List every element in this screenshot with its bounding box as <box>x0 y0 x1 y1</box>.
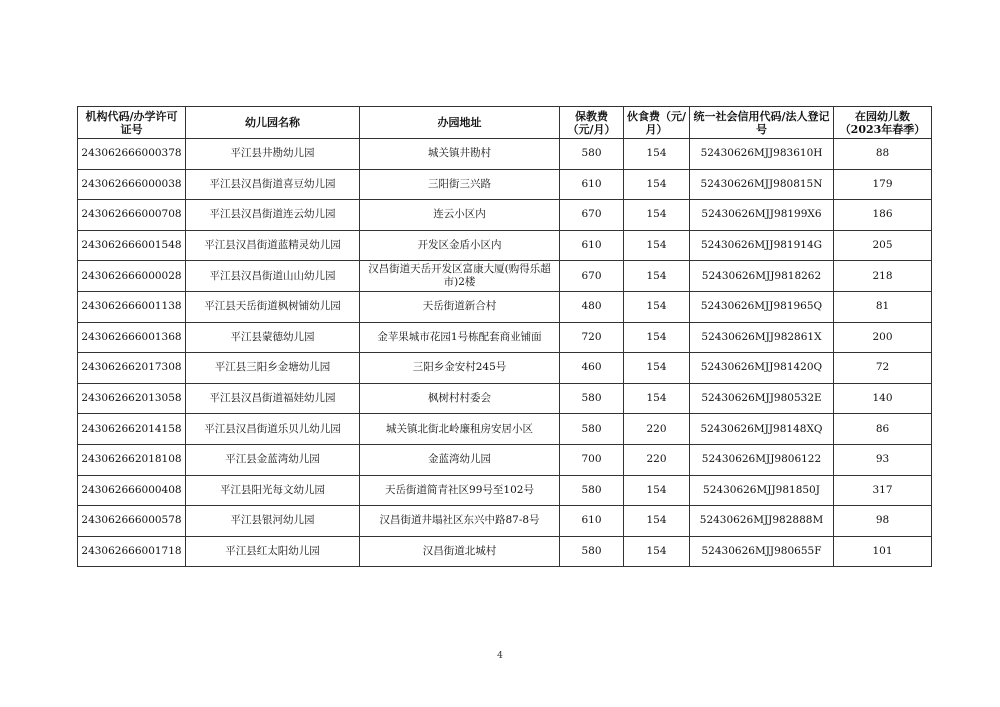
cell-tuition-fee: 460 <box>560 353 624 384</box>
page-number: 4 <box>497 651 503 661</box>
cell-address: 三阳街三兴路 <box>360 169 560 200</box>
table-row <box>78 353 932 384</box>
cell-tuition-fee: 580 <box>560 383 624 414</box>
cell-enrollment: 200 <box>834 322 932 353</box>
cell-enrollment: 186 <box>834 200 932 231</box>
cell-name: 平江县汉昌街道连云幼儿园 <box>186 200 360 231</box>
table-row <box>78 383 932 414</box>
cell-tuition-fee: 610 <box>560 506 624 537</box>
cell-code: 243062666000038 <box>78 169 186 200</box>
table-row <box>78 200 932 231</box>
cell-tuition-fee: 610 <box>560 169 624 200</box>
cell-code: 243062666001548 <box>78 230 186 261</box>
cell-code: 243062666000408 <box>78 475 186 506</box>
cell-meal-fee: 154 <box>624 322 690 353</box>
cell-address: 城关镇北街北岭廉租房安居小区 <box>360 414 560 445</box>
table-row <box>78 291 932 322</box>
cell-code: 243062666000578 <box>78 506 186 537</box>
cell-credit-code: 52430626MJJ983610H <box>690 139 834 170</box>
table-row <box>78 414 932 445</box>
cell-address: 枫树村村委会 <box>360 383 560 414</box>
cell-meal-fee: 154 <box>624 200 690 231</box>
header-name: 幼儿园名称 <box>186 107 360 139</box>
cell-name: 平江县金蓝湾幼儿园 <box>186 444 360 475</box>
cell-meal-fee: 154 <box>624 506 690 537</box>
header-meal-fee: 伙食费（元/月） <box>624 107 690 139</box>
cell-name: 平江县汉昌街道蓝精灵幼儿园 <box>186 230 360 261</box>
cell-enrollment: 93 <box>834 444 932 475</box>
table-row <box>78 169 932 200</box>
cell-tuition-fee: 480 <box>560 291 624 322</box>
cell-address: 天岳街道简青社区99号至102号 <box>360 475 560 506</box>
cell-tuition-fee: 700 <box>560 444 624 475</box>
cell-credit-code: 52430626MJJ980655F <box>690 536 834 567</box>
cell-meal-fee: 154 <box>624 230 690 261</box>
cell-name: 平江县蒙德幼儿园 <box>186 322 360 353</box>
cell-code: 243062666001368 <box>78 322 186 353</box>
cell-name: 平江县汉昌街道山山幼儿园 <box>186 261 360 292</box>
cell-code: 243062662013058 <box>78 383 186 414</box>
cell-name: 平江县汉昌街道福娃幼儿园 <box>186 383 360 414</box>
cell-code: 243062666000708 <box>78 200 186 231</box>
cell-code: 243062666001138 <box>78 291 186 322</box>
cell-enrollment: 179 <box>834 169 932 200</box>
cell-name: 平江县汉昌街道喜豆幼儿园 <box>186 169 360 200</box>
cell-credit-code: 52430626MJJ98148XQ <box>690 414 834 445</box>
table-row <box>78 506 932 537</box>
cell-credit-code: 52430626MJJ981965Q <box>690 291 834 322</box>
cell-meal-fee: 154 <box>624 291 690 322</box>
cell-enrollment: 72 <box>834 353 932 384</box>
cell-tuition-fee: 720 <box>560 322 624 353</box>
cell-name: 平江县三阳乡金塘幼儿园 <box>186 353 360 384</box>
cell-name: 平江县红太阳幼儿园 <box>186 536 360 567</box>
cell-enrollment: 140 <box>834 383 932 414</box>
cell-address: 开发区金盾小区内 <box>360 230 560 261</box>
cell-name: 平江县银河幼儿园 <box>186 506 360 537</box>
cell-meal-fee: 154 <box>624 536 690 567</box>
cell-credit-code: 52430626MJJ982861X <box>690 322 834 353</box>
cell-address: 汉昌街道北城村 <box>360 536 560 567</box>
cell-enrollment: 218 <box>834 261 932 292</box>
cell-enrollment: 98 <box>834 506 932 537</box>
cell-name: 平江县井勘幼儿园 <box>186 139 360 170</box>
cell-meal-fee: 220 <box>624 444 690 475</box>
cell-address: 天岳街道新合村 <box>360 291 560 322</box>
table-row <box>78 536 932 567</box>
cell-code: 243062662014158 <box>78 414 186 445</box>
cell-credit-code: 52430626MJJ9806122 <box>690 444 834 475</box>
cell-meal-fee: 154 <box>624 353 690 384</box>
cell-credit-code: 52430626MJJ98199X6 <box>690 200 834 231</box>
header-tuition-fee: 保教费（元/月） <box>560 107 624 139</box>
cell-enrollment: 86 <box>834 414 932 445</box>
header-address: 办园地址 <box>360 107 560 139</box>
cell-address: 汉昌街道天岳开发区富康大厦(购得乐超市)2楼 <box>360 261 560 292</box>
header-credit-code: 统一社会信用代码/法人登记号 <box>690 107 834 139</box>
cell-name: 平江县阳光每文幼儿园 <box>186 475 360 506</box>
cell-address: 金苹果城市花园1号栋配套商业铺面 <box>360 322 560 353</box>
table-row <box>78 261 932 292</box>
cell-tuition-fee: 580 <box>560 536 624 567</box>
cell-address: 城关镇井勘村 <box>360 139 560 170</box>
header-code: 机构代码/办学许可证号 <box>78 107 186 139</box>
cell-code: 243062662017308 <box>78 353 186 384</box>
cell-credit-code: 52430626MJJ980815N <box>690 169 834 200</box>
cell-tuition-fee: 580 <box>560 414 624 445</box>
cell-meal-fee: 154 <box>624 261 690 292</box>
cell-credit-code: 52430626MJJ981914G <box>690 230 834 261</box>
cell-credit-code: 52430626MJJ981420Q <box>690 353 834 384</box>
table-body <box>78 139 932 567</box>
table-row <box>78 322 932 353</box>
table-header <box>78 107 932 139</box>
kindergarten-table <box>77 106 932 567</box>
cell-credit-code: 52430626MJJ982888M <box>690 506 834 537</box>
cell-name: 平江县汉昌街道乐贝儿幼儿园 <box>186 414 360 445</box>
cell-enrollment: 205 <box>834 230 932 261</box>
cell-credit-code: 52430626MJJ9818262 <box>690 261 834 292</box>
cell-enrollment: 317 <box>834 475 932 506</box>
cell-enrollment: 81 <box>834 291 932 322</box>
cell-meal-fee: 220 <box>624 414 690 445</box>
cell-name: 平江县天岳街道枫树铺幼儿园 <box>186 291 360 322</box>
cell-tuition-fee: 610 <box>560 230 624 261</box>
cell-enrollment: 101 <box>834 536 932 567</box>
cell-tuition-fee: 670 <box>560 261 624 292</box>
cell-address: 金蓝湾幼儿园 <box>360 444 560 475</box>
cell-code: 243062662018108 <box>78 444 186 475</box>
cell-code: 243062666000028 <box>78 261 186 292</box>
cell-address: 连云小区内 <box>360 200 560 231</box>
cell-credit-code: 52430626MJJ980532E <box>690 383 834 414</box>
table-row <box>78 230 932 261</box>
cell-meal-fee: 154 <box>624 169 690 200</box>
cell-tuition-fee: 580 <box>560 475 624 506</box>
header-enrollment: 在园幼儿数（2023年春季） <box>834 107 932 139</box>
cell-meal-fee: 154 <box>624 383 690 414</box>
cell-tuition-fee: 670 <box>560 200 624 231</box>
cell-code: 243062666000378 <box>78 139 186 170</box>
cell-tuition-fee: 580 <box>560 139 624 170</box>
cell-credit-code: 52430626MJJ981850J <box>690 475 834 506</box>
table-row <box>78 444 932 475</box>
cell-address: 三阳乡金安村245号 <box>360 353 560 384</box>
cell-address: 汉昌街道井塌社区东兴中路87-8号 <box>360 506 560 537</box>
table-row <box>78 139 932 170</box>
cell-meal-fee: 154 <box>624 139 690 170</box>
table-row <box>78 475 932 506</box>
cell-enrollment: 88 <box>834 139 932 170</box>
cell-code: 243062666001718 <box>78 536 186 567</box>
cell-meal-fee: 154 <box>624 475 690 506</box>
